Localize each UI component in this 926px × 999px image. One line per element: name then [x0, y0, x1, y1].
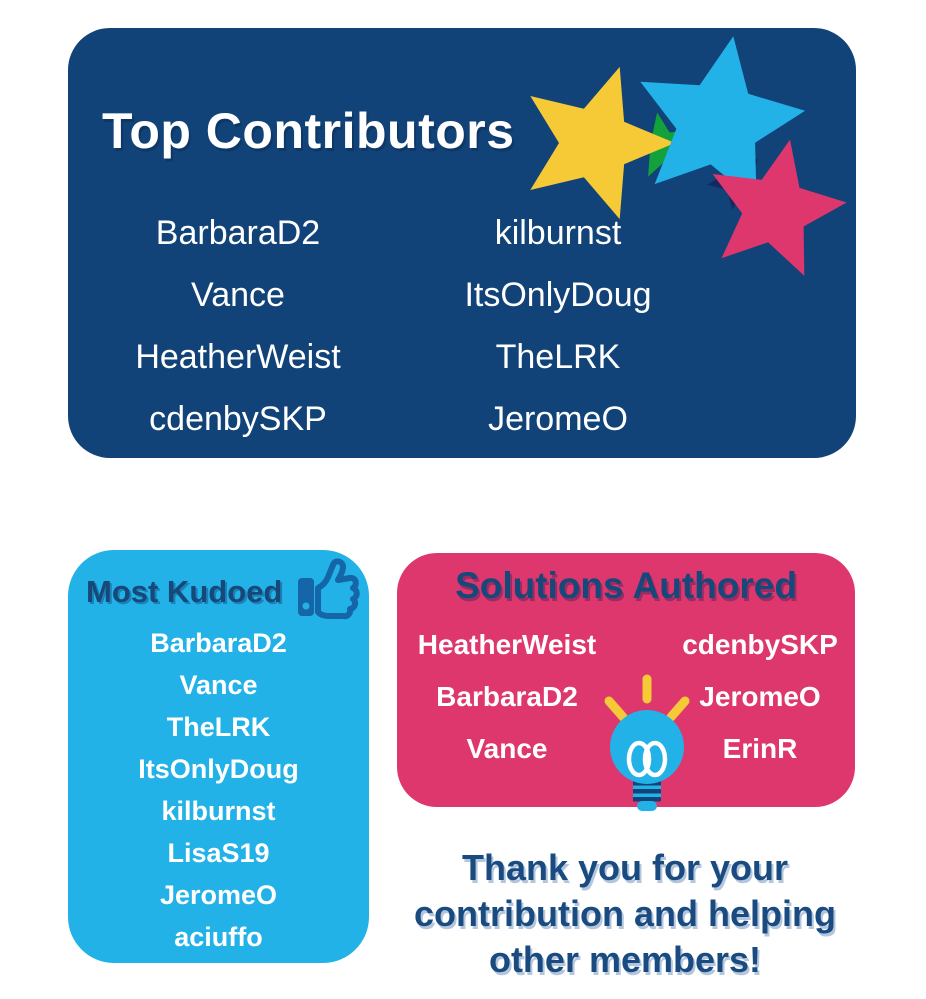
- contributor-name: JeromeO: [488, 400, 628, 438]
- solutions-name: HeatherWeist: [417, 629, 597, 660]
- contributor-name: TheLRK: [495, 338, 621, 376]
- thank-you-line: other members!: [488, 939, 762, 980]
- kudoed-name: BarbaraD2: [150, 628, 287, 658]
- thank-you-line: contribution and helping: [414, 893, 836, 934]
- solutions-name: ErinR: [722, 733, 798, 764]
- contributor-name: cdenbySKP: [149, 400, 327, 438]
- kudoed-name: Vance: [179, 670, 258, 700]
- solutions-name: cdenbySKP: [682, 629, 838, 660]
- most-kudoed-card: [68, 550, 369, 963]
- most-kudoed-title: Most Kudoed: [86, 574, 283, 609]
- contributor-name: ItsOnlyDoug: [464, 276, 652, 314]
- top-contributors-column-1: [103, 202, 373, 450]
- kudoed-name: LisaS19: [167, 838, 270, 868]
- most-kudoed-list: [68, 622, 369, 958]
- contributor-name: HeatherWeist: [135, 338, 341, 376]
- solutions-authored-title: Solutions Authored: [455, 565, 797, 606]
- thumb-hand-outline: [318, 561, 357, 616]
- kudoed-name: ItsOnlyDoug: [138, 754, 299, 784]
- solutions-name: JeromeO: [699, 681, 821, 712]
- thumbs-up-icon: [294, 552, 364, 622]
- contributor-name: kilburnst: [494, 214, 622, 252]
- contributor-name: BarbaraD2: [155, 214, 321, 252]
- top-contributors-column-2: [418, 202, 698, 450]
- contributor-name: Vance: [191, 276, 285, 314]
- thank-you-line: Thank you for your: [461, 847, 789, 888]
- kudoed-name: TheLRK: [166, 712, 271, 742]
- kudoed-name: aciuffo: [174, 922, 263, 952]
- kudoed-name: kilburnst: [161, 796, 276, 826]
- solutions-name: BarbaraD2: [436, 681, 578, 712]
- lightbulb-icon: [585, 671, 709, 811]
- kudoed-name: JeromeO: [159, 880, 278, 910]
- solutions-authored-card: [397, 553, 855, 807]
- top-contributors-card: [68, 28, 856, 458]
- thank-you-message: [380, 845, 870, 983]
- top-contributors-title: Top Contributors: [102, 103, 515, 159]
- solutions-name: Vance: [466, 733, 548, 764]
- solutions-column-1: [407, 619, 607, 775]
